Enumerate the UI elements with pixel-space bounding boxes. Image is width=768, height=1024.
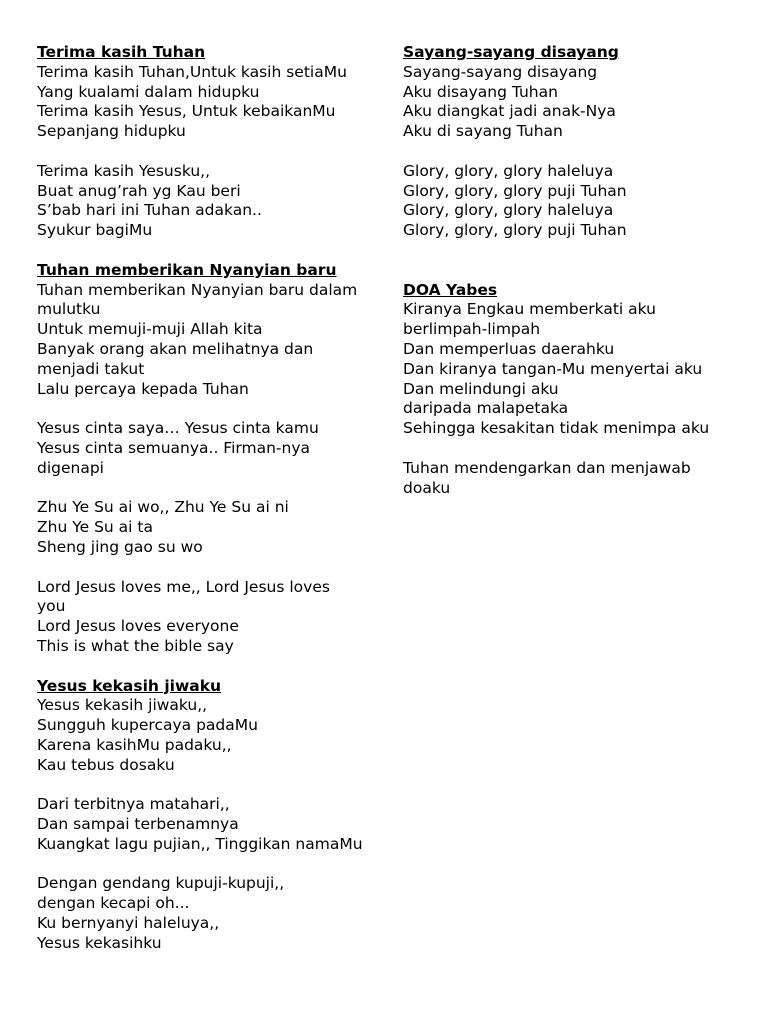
- lyric-line: S’bab hari ini Tuhan adakan..: [37, 201, 262, 220]
- right-column: [403, 43, 748, 498]
- prayer-title: DOA Yabes: [403, 280, 498, 299]
- lyric-line: Aku diangkat jadi anak-Nya: [403, 102, 616, 121]
- prayer-doa-yabes: [403, 281, 748, 499]
- left-column: [37, 43, 387, 954]
- lyric-line: Karena kasihMu padaku,,: [37, 735, 232, 754]
- song-yesus-cinta: [37, 419, 387, 478]
- lyric-line: Kau tebus dosaku: [37, 755, 175, 774]
- song-lord-jesus: [37, 578, 387, 657]
- song-tuhan-memberikan: [37, 261, 387, 400]
- lyric-line: Sungguh kupercaya padaMu: [37, 716, 258, 735]
- lyric-line: mulutku: [37, 300, 101, 319]
- lyric-line: Terima kasih Yesus, Untuk kebaikanMu: [37, 102, 336, 121]
- lyric-line: Aku disayang Tuhan: [403, 82, 558, 101]
- lyric-line: Sheng jing gao su wo: [37, 537, 203, 556]
- lyric-line: Glory, glory, glory puji Tuhan: [403, 181, 627, 200]
- lyric-line: Yang kualami dalam hidupku: [37, 82, 260, 101]
- lyric-line: Dengan gendang kupuji-kupuji,,: [37, 874, 285, 893]
- lyric-line: Lord Jesus loves me,, Lord Jesus loves: [37, 577, 330, 596]
- song-title: Tuhan memberikan Nyanyian baru: [37, 260, 337, 279]
- prayer-line: berlimpah-limpah: [403, 320, 541, 339]
- prayer-line: Dan memperluas daerahku: [403, 339, 615, 358]
- lyric-line: Aku di sayang Tuhan: [403, 122, 563, 141]
- prayer-line: Kiranya Engkau memberkati aku: [403, 300, 656, 319]
- lyric-line: Untuk memuji-muji Allah kita: [37, 320, 263, 339]
- lyric-line: dengan kecapi oh...: [37, 894, 190, 913]
- song-sayang-sayang: [403, 43, 748, 241]
- prayer-line: doaku: [403, 478, 451, 497]
- lyric-line: Syukur bagiMu: [37, 221, 153, 240]
- prayer-line: Tuhan mendengarkan dan menjawab: [403, 458, 691, 477]
- lyric-line: Dan sampai terbenamnya: [37, 815, 239, 834]
- lyric-line: Lalu percaya kepada Tuhan: [37, 379, 249, 398]
- lyric-line: menjadi takut: [37, 359, 145, 378]
- lyric-line: Zhu Ye Su ai ta: [37, 518, 153, 537]
- song-yesus-kekasih: [37, 677, 387, 954]
- prayer-line: Dan kiranya tangan-Mu menyertai aku: [403, 359, 703, 378]
- lyric-line: This is what the bible say: [37, 636, 234, 655]
- prayer-line: Sehingga kesakitan tidak menimpa aku: [403, 419, 710, 438]
- lyric-line: Yesus kekasih jiwaku,,: [37, 696, 208, 715]
- lyric-line: Terima kasih Yesusku,,: [37, 161, 211, 180]
- lyric-line: Yesus cinta saya… Yesus cinta kamu: [37, 419, 319, 438]
- lyric-line: Kuangkat lagu pujian,, Tinggikan namaMu: [37, 834, 363, 853]
- song-zhu-ye-su: [37, 498, 387, 557]
- song-terima-kasih-tuhan: [37, 43, 387, 241]
- lyric-line: Dari terbitnya matahari,,: [37, 795, 230, 814]
- lyric-line: Ku bernyanyi haleluya,,: [37, 914, 220, 933]
- lyric-line: Sepanjang hidupku: [37, 122, 186, 141]
- lyric-line: Tuhan memberikan Nyanyian baru dalam: [37, 280, 358, 299]
- lyric-line: Glory, glory, glory haleluya: [403, 201, 614, 220]
- lyric-line: Lord Jesus loves everyone: [37, 617, 239, 636]
- song-title: Yesus kekasih jiwaku: [37, 676, 222, 695]
- lyric-line: Glory, glory, glory puji Tuhan: [403, 221, 627, 240]
- lyric-line: Banyak orang akan melihatnya dan: [37, 339, 314, 358]
- prayer-line: daripada malapetaka: [403, 399, 569, 418]
- lyric-line: Zhu Ye Su ai wo,, Zhu Ye Su ai ni: [37, 498, 289, 517]
- prayer-line: Dan melindungi aku: [403, 379, 559, 398]
- song-title: Terima kasih Tuhan: [37, 43, 206, 61]
- song-title: Sayang-sayang disayang: [403, 43, 619, 61]
- lyric-line: Buat anug’rah yg Kau beri: [37, 181, 241, 200]
- lyric-line: digenapi: [37, 458, 104, 477]
- lyric-line: Terima kasih Tuhan,Untuk kasih setiaMu: [37, 62, 347, 81]
- lyric-line: Yesus kekasihku: [37, 933, 162, 952]
- lyric-line: you: [37, 597, 66, 616]
- lyric-line: Yesus cinta semuanya.. Firman-nya: [37, 438, 311, 457]
- lyric-line: Sayang-sayang disayang: [403, 62, 598, 81]
- lyric-line: Glory, glory, glory haleluya: [403, 161, 614, 180]
